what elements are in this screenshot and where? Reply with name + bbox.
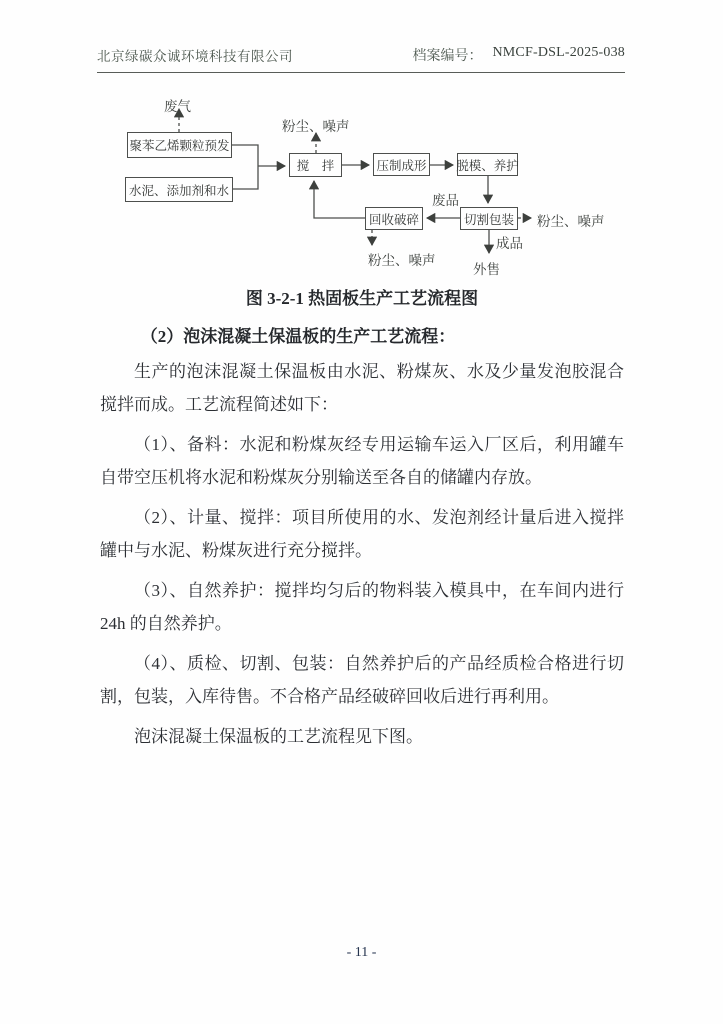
flowchart-label-dust-noise-cutting: 粉尘、噪声 — [537, 214, 605, 229]
flowchart-label-dust-noise-mixing: 粉尘、噪声 — [282, 119, 350, 134]
paragraph-intro: 生产的泡沫混凝土保温板由水泥、粉煤灰、水及少量发泡胶混合搅拌而成。工艺流程简述如下： — [100, 362, 624, 414]
flowchart-box-pre-expansion: 聚苯乙烯颗粒预发 — [127, 132, 232, 158]
page-header — [97, 44, 625, 73]
flowchart-label-external-sale: 外售 — [473, 262, 500, 277]
flowchart-box-cut-packaging: 切割包装 — [460, 207, 518, 230]
archive-number-group — [412, 45, 625, 65]
paragraph-step-1: （1）、备料：水泥和粉煤灰经专用运输车运入厂区后，利用罐车自带空压机将水泥和粉煤灰分别输送至各自的储罐内存放。 — [100, 435, 624, 487]
paragraph-step-2: （2）、计量、搅拌：项目所使用的水、发泡剂经计量后进入搅拌罐中与水泥、粉煤灰进行充分搅拌。 — [100, 508, 624, 560]
archive-number: NMCF-DSL-2025-038 — [492, 45, 625, 60]
paragraph-outro: 泡沫混凝土保温板的工艺流程见下图。 — [134, 727, 423, 746]
page-number: - 11 - — [346, 945, 377, 960]
flowchart-box-demold-curing: 脱模、养护 — [457, 153, 518, 176]
flowchart-box-raw-materials: 水泥、添加剂和水 — [125, 177, 233, 202]
flowchart-label-finished-product: 成品 — [496, 236, 523, 251]
paragraph-step-4: （4）、质检、切割、包装：自然养护后的产品经质检合格进行切割，包装，入库待售。不合格产品经破碎回收后进行再利用。 — [100, 654, 624, 706]
flowchart-box-press-forming: 压制成形 — [373, 153, 430, 176]
flowchart-box-mixing: 搅 拌 — [289, 153, 342, 177]
process-flowchart — [100, 92, 640, 287]
body-text — [100, 355, 624, 760]
section-heading: （2）泡沫混凝土保温板的生产工艺流程： — [140, 327, 456, 346]
flowchart-label-dust-noise-recycle: 粉尘、噪声 — [368, 253, 436, 268]
flowchart-label-scrap: 废品 — [432, 193, 459, 208]
flowchart-label-waste-gas: 废气 — [164, 99, 191, 114]
paragraph-step-3: （3）、自然养护：搅拌均匀后的物料装入模具中，在车间内进行 24h 的自然养护。 — [100, 581, 624, 633]
archive-label: 档案编号： — [412, 49, 483, 64]
figure-caption: 图 3-2-1 热固板生产工艺流程图 — [245, 289, 479, 308]
company-name: 北京绿碳众诚环境科技有限公司 — [97, 49, 293, 64]
flowchart-box-recycle-crushing: 回收破碎 — [365, 207, 423, 230]
